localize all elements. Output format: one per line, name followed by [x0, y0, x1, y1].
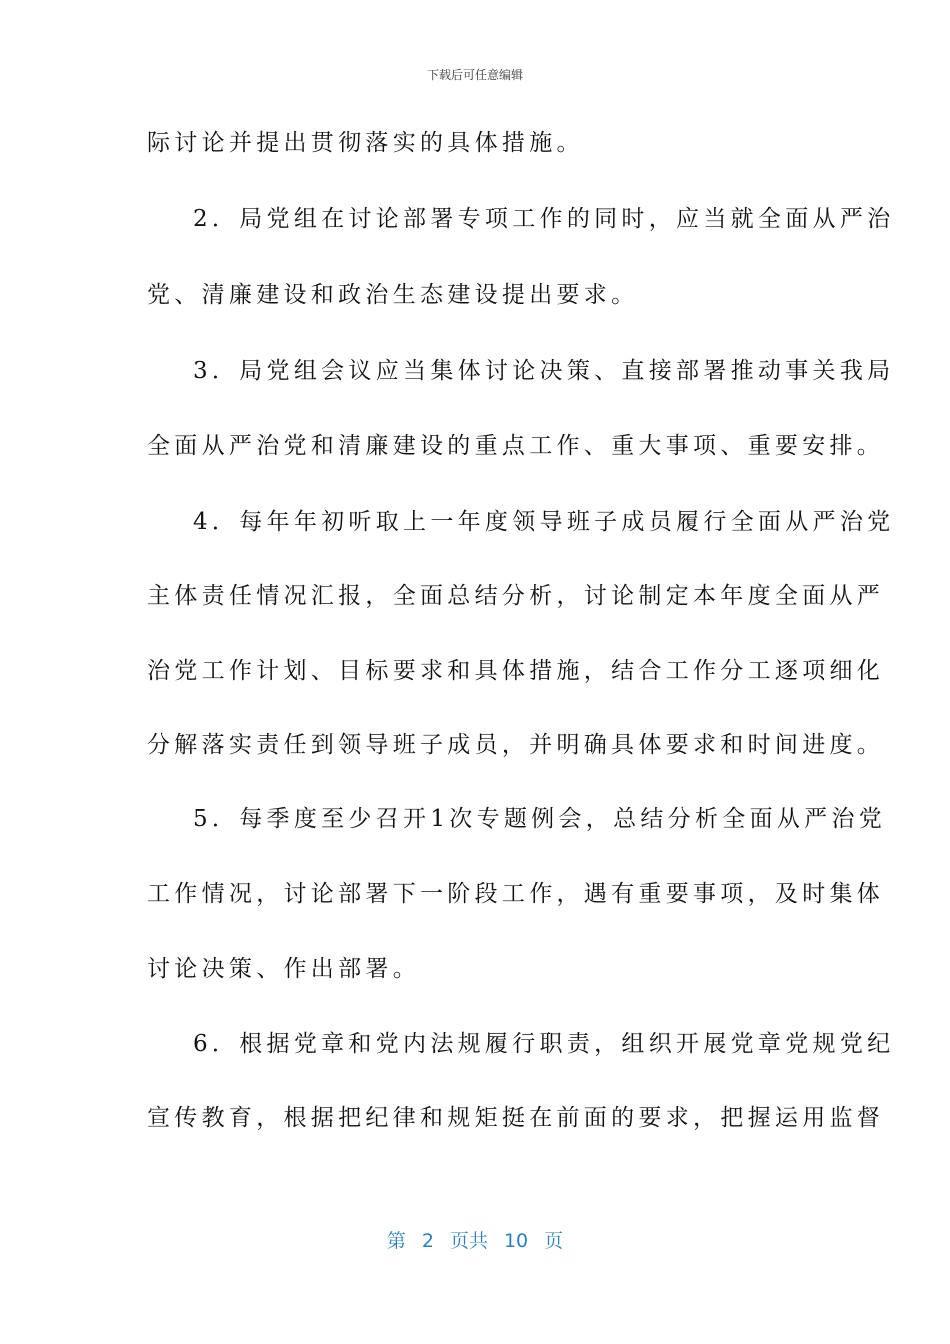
body-line: 4．每年年初听取上一年度领导班子成员履行全面从严治党 — [193, 509, 895, 535]
footer-total-pages: 10 — [503, 1230, 529, 1252]
page-header: 下载后可任意编辑 — [426, 68, 523, 82]
body-line: 全面从严治党和清廉建设的重点工作、重大事项、重要安排。 — [147, 433, 885, 459]
body-line: 5．每季度至少召开1次专题例会，总结分析全面从严治党 — [193, 806, 887, 832]
footer-suffix: 页 — [544, 1230, 564, 1252]
body-line: 党、清廉建设和政治生态建设提出要求。 — [147, 282, 639, 308]
body-line: 宣传教育，根据把纪律和规矩挺在前面的要求，把握运用监督 — [147, 1105, 885, 1131]
body-line: 际讨论并提出贯彻落实的具体措施。 — [147, 130, 584, 156]
body-line: 2．局党组在讨论部署专项工作的同时，应当就全面从严治 — [193, 206, 895, 232]
body-line: 治党工作计划、目标要求和具体措施，结合工作分工逐项细化 — [147, 658, 885, 684]
page-footer — [0, 1226, 950, 1253]
footer-page-number: 2 — [421, 1230, 434, 1252]
footer-middle: 页共 — [449, 1230, 488, 1252]
body-line: 讨论决策、作出部署。 — [147, 956, 420, 982]
body-line: 6．根据党章和党内法规履行职责，组织开展党章党规党纪 — [193, 1031, 895, 1057]
body-line: 3．局党组会议应当集体讨论决策、直接部署推动事关我局 — [193, 358, 895, 384]
body-line: 主体责任情况汇报，全面总结分析，讨论制定本年度全面从严 — [147, 583, 885, 609]
body-line: 分解落实责任到领导班子成员，并明确具体要求和时间进度。 — [147, 732, 885, 758]
footer-prefix: 第 — [386, 1230, 406, 1252]
body-line: 工作情况，讨论部署下一阶段工作，遇有重要事项，及时集体 — [147, 881, 885, 907]
